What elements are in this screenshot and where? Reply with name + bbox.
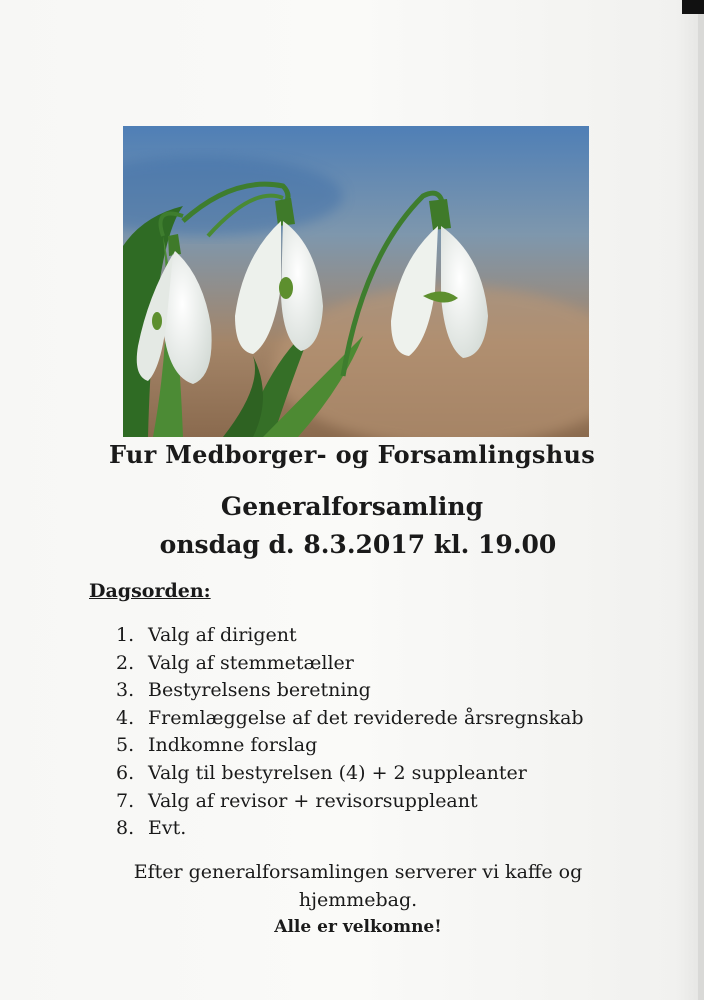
- agenda-item: [116, 622, 584, 650]
- agenda-item: [116, 650, 584, 678]
- agenda-item-text: Bestyrelsens beretning: [148, 679, 371, 702]
- event-title: Generalforsamling: [220, 492, 484, 521]
- agenda-item: [116, 815, 584, 843]
- agenda-item-number: 5.: [116, 734, 135, 757]
- snowdrop-photo: [123, 126, 589, 437]
- agenda-item-number: 6.: [116, 761, 135, 784]
- closing-line-1: Efter generalforsamlingen serverer vi kaffe og: [133, 861, 583, 883]
- agenda-item-number: 8.: [116, 817, 135, 840]
- agenda-item-text: Valg af dirigent: [148, 624, 297, 646]
- agenda-item: [116, 760, 584, 788]
- agenda-list: [116, 622, 584, 843]
- agenda-item-text: Valg af revisor + revisorsuppleant: [148, 789, 478, 812]
- agenda-item: [116, 677, 584, 705]
- agenda-item-number: 1.: [116, 624, 135, 646]
- event-date: onsdag d. 8.3.2017 kl. 19.00: [159, 530, 557, 559]
- agenda-item: [116, 732, 584, 760]
- agenda-item-text: Valg til bestyrelsen (4) + 2 suppleanter: [148, 761, 527, 784]
- agenda-item-text: Evt.: [148, 817, 187, 840]
- agenda-item-number: 2.: [116, 651, 135, 674]
- agenda-item-number: 7.: [116, 789, 135, 812]
- agenda-item-text: Indkomne forslag: [148, 734, 318, 757]
- agenda-item-text: Fremlæggelse af det reviderede årsregnskab: [148, 706, 584, 729]
- agenda-item-number: 4.: [116, 706, 135, 729]
- agenda-item: [116, 788, 584, 816]
- agenda-item: [116, 705, 584, 733]
- closing-line-2: hjemmebag.: [298, 889, 418, 911]
- agenda-item-text: Valg af stemmetæller: [148, 651, 354, 674]
- venue-name: Fur Medborger- og Forsamlingshus: [108, 440, 596, 469]
- welcome-message: Alle er velkomne!: [274, 917, 442, 937]
- agenda-item-number: 3.: [116, 679, 135, 702]
- scan-corner-mark: [682, 0, 704, 14]
- agenda-heading: Dagsorden:: [89, 580, 211, 602]
- closing-note: [0, 858, 704, 914]
